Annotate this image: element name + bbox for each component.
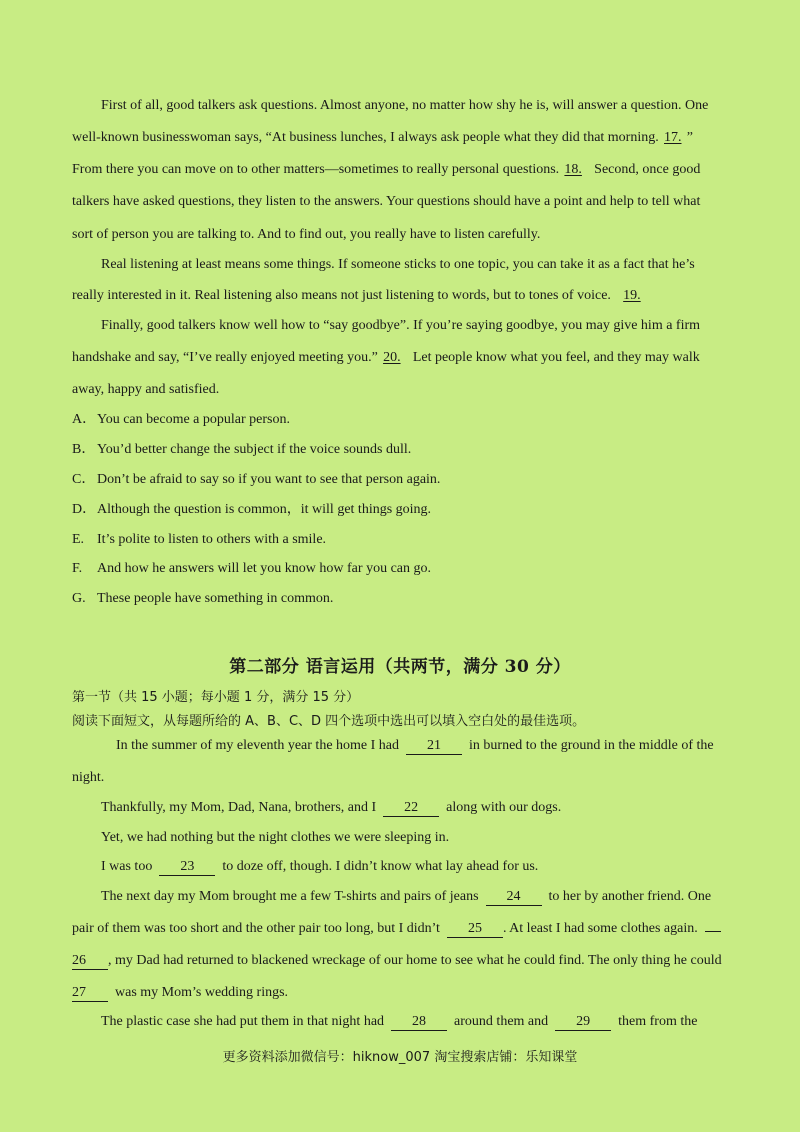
passage-line (101, 96, 730, 116)
blank-17: 17. (664, 130, 682, 145)
text: night. (72, 770, 105, 785)
text: Finally, good talkers know well how to “say goodbye”. If you’re saying goodbye, you may give him a firm (101, 318, 701, 333)
blank-26: 26 (72, 953, 108, 970)
text: talkers have asked questions, they listen to the answers. Your questions should have a point and help to tell what (72, 194, 701, 209)
text: to doze off, though. I didn’t know what lay ahead for us. (222, 859, 539, 874)
passage-line (72, 983, 730, 1003)
option-key: C． (72, 472, 96, 487)
passage-line (72, 380, 730, 400)
text: along with our dogs. (446, 800, 562, 815)
passage-line (101, 1012, 730, 1032)
text: them from the (618, 1014, 698, 1029)
option-c (72, 470, 440, 490)
blank-18: 18. (564, 162, 582, 177)
blank-21: 21 (406, 738, 462, 755)
passage-line (72, 286, 730, 306)
text: around them and (454, 1014, 549, 1029)
text: Second, once good (594, 162, 701, 177)
option-f (72, 559, 431, 579)
passage-line (72, 160, 730, 180)
passage-line (116, 736, 730, 756)
section-instructions: 阅读下面短文，从每题所给的 A、B、C、D 四个选项中选出可以填入空白处的最佳选项。 (72, 714, 586, 729)
blank-27: 27 (72, 985, 108, 1002)
text: really interested in it. Real listening also means not just listening to words, but to tones of voice. (72, 288, 611, 303)
text: ” (686, 130, 693, 145)
passage-line (72, 348, 730, 368)
blank-22: 22 (383, 800, 439, 817)
text: Thankfully, my Mom, Dad, Nana, brothers, and I (101, 800, 377, 815)
text: sort of person you are talking to. And to find out, you really have to listen carefully. (72, 227, 541, 242)
section-subtitle: 第一节（共 15 小题；每小题 1 分，满分 15 分） (72, 690, 360, 705)
text: handshake and say, “I’ve really enjoyed meeting you.” (72, 350, 378, 365)
passage-line (72, 919, 730, 939)
blank-23: 23 (159, 859, 215, 876)
text: in burned to the ground in the middle of the (469, 738, 714, 753)
text: well-known businesswoman says, “At business lunches, I always ask people what they did that morning. (72, 130, 659, 145)
text: Real listening at least means some things. If someone sticks to one topic, you can take it as a fact that he’s (101, 257, 695, 272)
option-key: G. (72, 591, 86, 606)
blank-24: 24 (486, 889, 542, 906)
text: The plastic case she had put them in that night had (101, 1014, 385, 1029)
option-text: And how he answers will let you know how far you can go. (97, 561, 431, 576)
option-key: F. (72, 561, 83, 576)
text: Yet, we had nothing but the night clothes we were sleeping in. (101, 830, 450, 845)
passage-line (72, 225, 730, 245)
text: Let people know what you feel, and they may walk (412, 350, 700, 365)
text: I was too (101, 859, 153, 874)
blank-19: 19. (623, 288, 641, 303)
option-b (72, 440, 411, 460)
text: . At least I had some clothes again. (502, 921, 698, 936)
option-key: E. (72, 532, 85, 547)
text: to her by another friend. One (548, 889, 712, 904)
blank-28: 28 (391, 1014, 447, 1031)
blank-26-start (705, 931, 721, 932)
text: was my Mom’s wedding rings. (115, 985, 289, 1000)
passage-line (72, 128, 730, 148)
passage-line (72, 768, 730, 788)
passage-line (101, 857, 730, 877)
blank-25: 25 (447, 921, 503, 938)
option-text: You can become a popular person. (97, 412, 290, 427)
passage-line (101, 798, 730, 818)
option-text: Although the question is common，it will get things going. (97, 502, 432, 517)
passage-line (72, 951, 730, 971)
option-text: Don’t be afraid to say so if you want to see that person again. (97, 472, 441, 487)
option-e (72, 530, 326, 550)
page-footer: 更多资料添加微信号：hiknow_007 淘宝搜索店铺：乐知课堂 (222, 1050, 578, 1065)
passage-line (101, 316, 730, 336)
option-g (72, 589, 333, 609)
option-key: A． (72, 412, 97, 427)
text: , my Dad had returned to blackened wreckage of our home to see what he could find. The only thing he could (108, 953, 722, 968)
option-key: D． (72, 502, 97, 517)
passage-line (72, 192, 730, 212)
section-heading: 第二部分 语言运用（共两节，满分 30 分） (229, 657, 571, 677)
blank-29: 29 (555, 1014, 611, 1031)
text: From there you can move on to other matters—sometimes to really personal questions. (72, 162, 560, 177)
passage-line (101, 255, 730, 275)
option-text: You’d better change the subject if the voice sounds dull. (97, 442, 412, 457)
text: The next day my Mom brought me a few T-shirts and pairs of jeans (101, 889, 479, 904)
blank-20: 20. (383, 350, 401, 365)
text: In the summer of my eleventh year the home I had (116, 738, 400, 753)
text: away, happy and satisfied. (72, 382, 220, 397)
option-d (72, 500, 431, 520)
option-a (72, 410, 290, 430)
text: First of all, good talkers ask questions. Almost anyone, no matter how shy he is, will answer a question. One (101, 98, 709, 113)
passage-line (101, 828, 730, 848)
option-text: It’s polite to listen to others with a smile. (97, 532, 327, 547)
option-text: These people have something in common. (97, 591, 334, 606)
passage-line (101, 887, 730, 907)
option-key: B． (72, 442, 96, 457)
text: pair of them was too short and the other pair too long, but I didn’t (72, 921, 440, 936)
